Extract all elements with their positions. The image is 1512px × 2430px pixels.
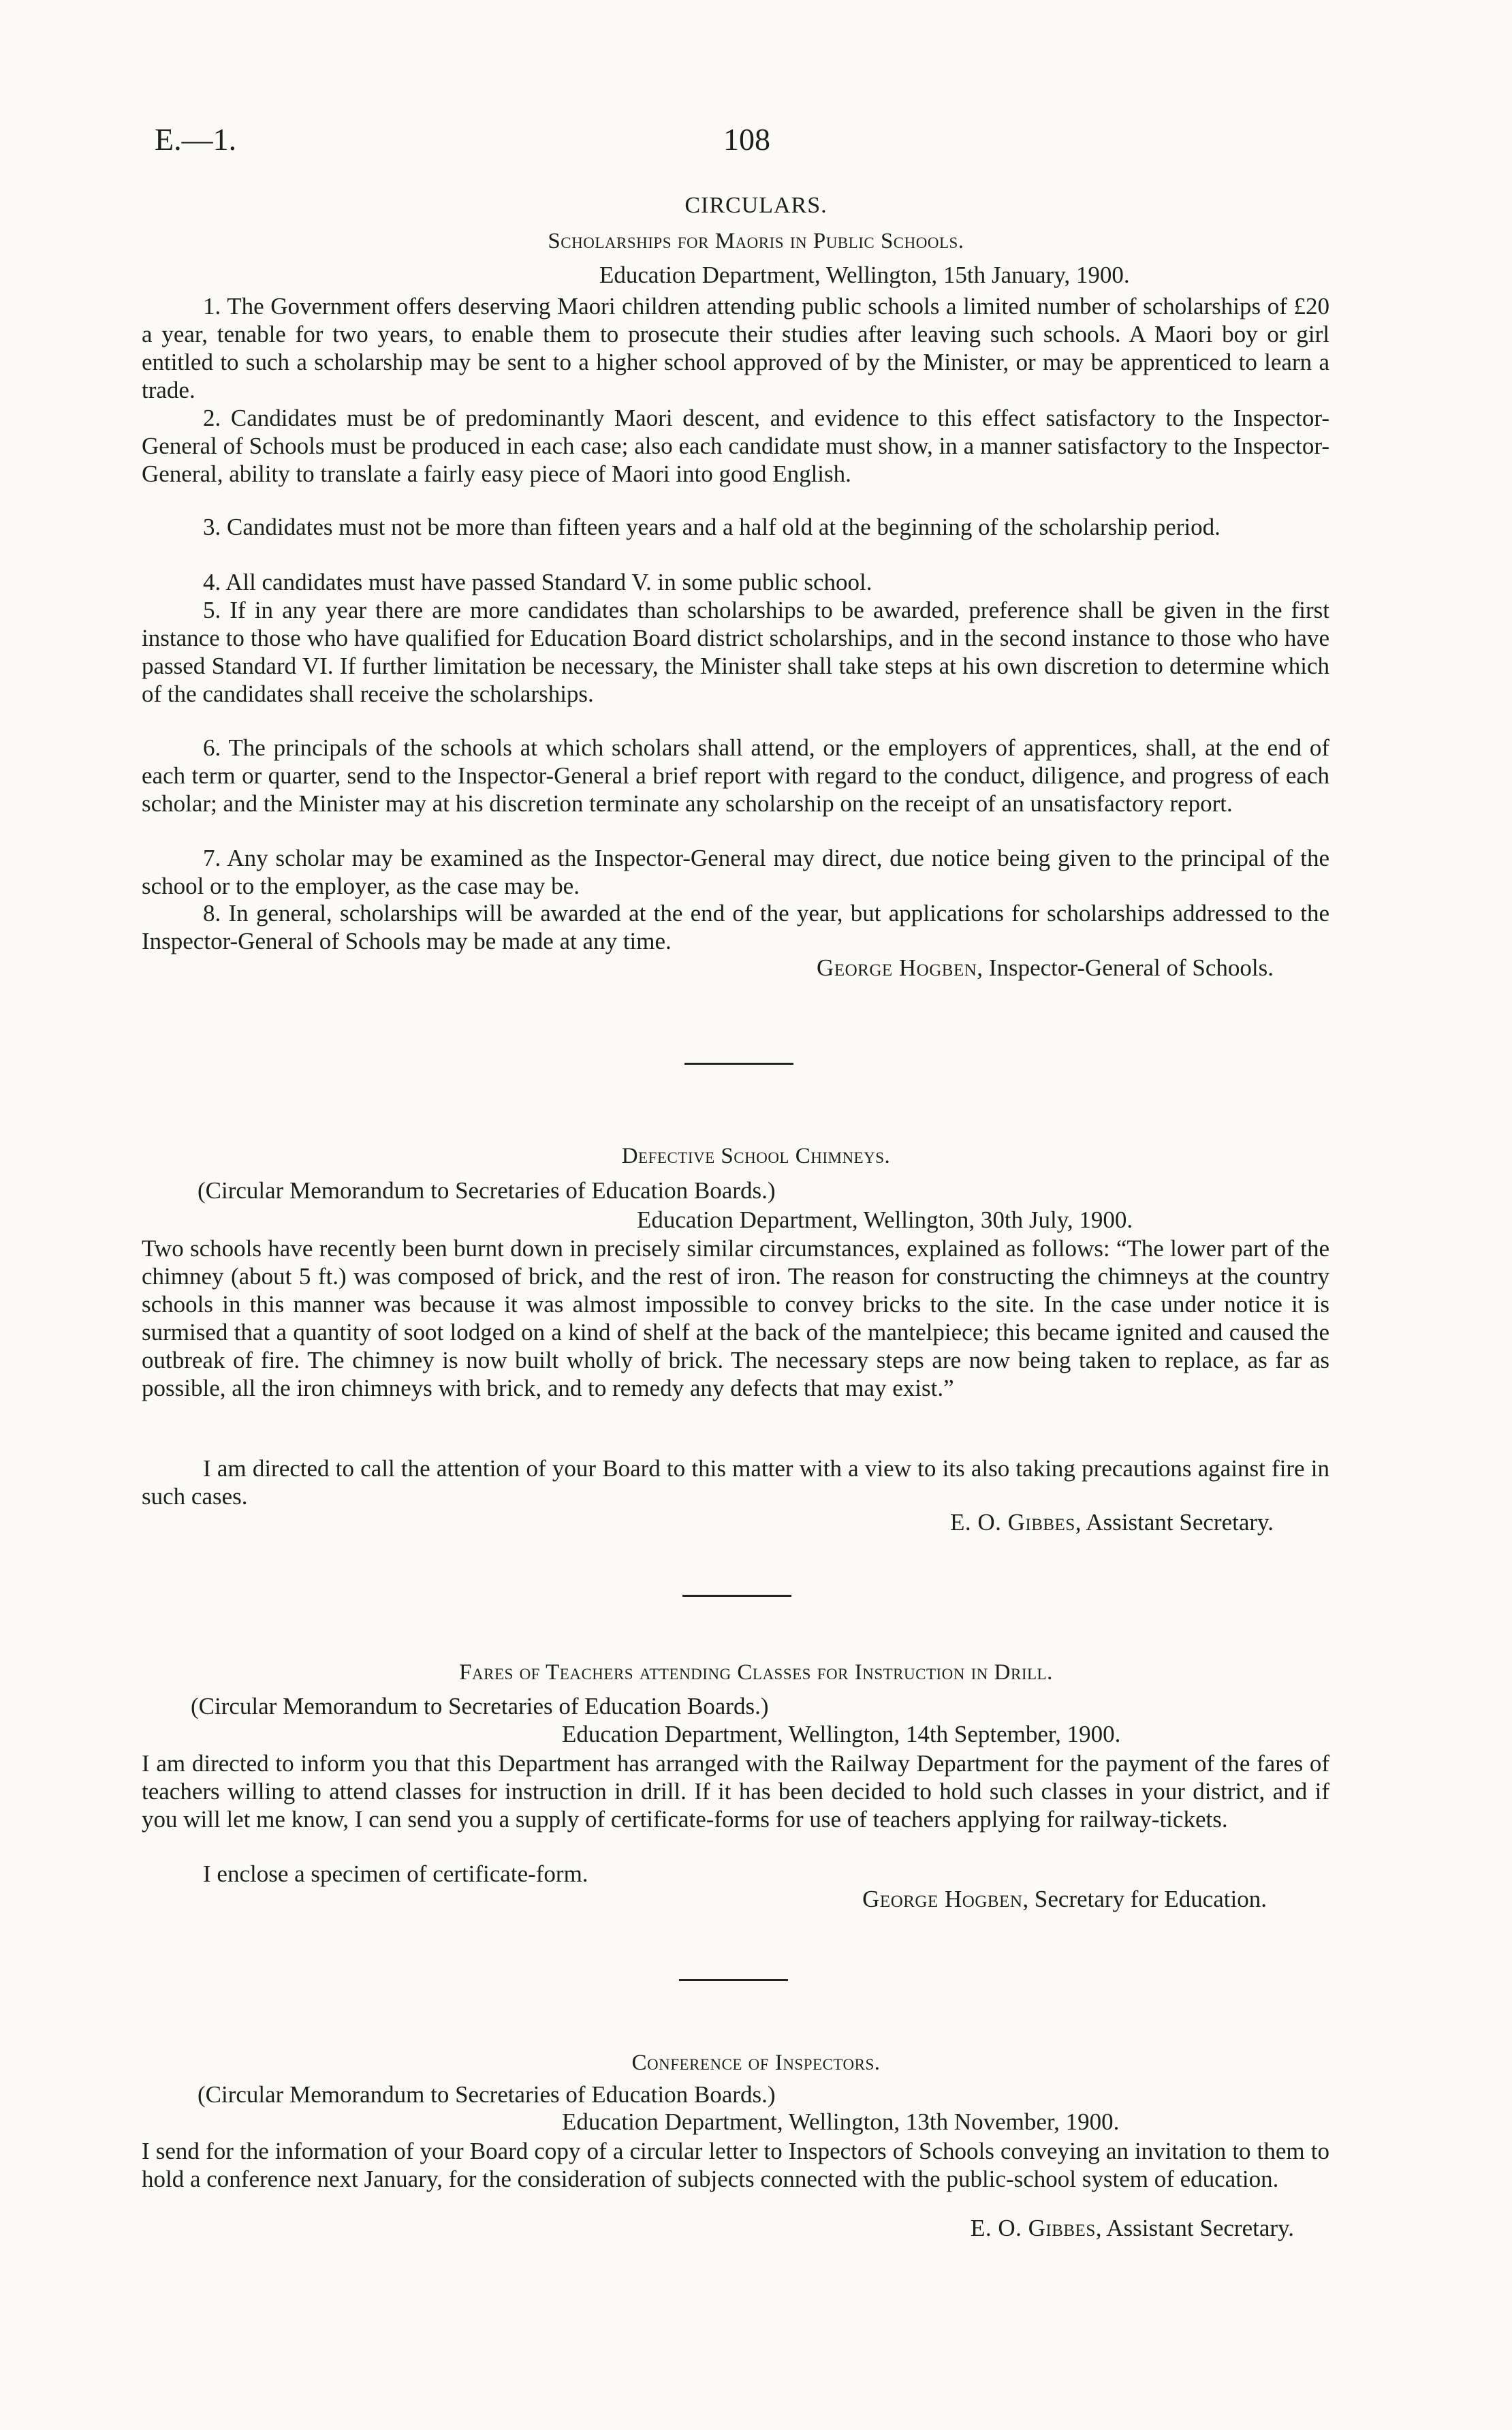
signatory-name: George Hogben [817,954,977,981]
paragraph: I am directed to call the attention of your Board to this matter with a view to its also taking precautions against fire in such cases. [142,1455,1329,1510]
section-divider [684,1063,793,1065]
paragraph: 1. The Government offers deserving Maori children attending public schools a limited number of scholarships of £20 a year, tenable for two years, to enable them to prosecute their studies after leaving such schools. A Maori boy or girl entitled to such a scholarship may be sent to a higher school approved of by the Minister, or may be apprenticed to learn a trade. [142,293,1329,403]
signatory-title: , Inspector-General of Schools. [977,954,1274,981]
signoff-chimneys [950,1509,1274,1536]
paragraph: 4. All candidates must have passed Standard V. in some public school. [203,569,872,595]
signatory-title: , Assistant Secretary. [1075,1509,1274,1536]
signatory-title: , Assistant Secretary. [1095,2215,1294,2241]
signatory-name: E. O. Gibbes [970,2215,1096,2241]
paragraph: 7. Any scholar may be examined as the Inspector-General may direct, due notice being given to the principal of the school or to the employer, as the case may be. [142,845,1329,899]
dateline-fares: Education Department, Wellington, 14th September, 1900. [562,1721,1121,1747]
dateline-scholarships: Education Department, Wellington, 15th January, 1900. [599,262,1130,288]
signatory-name: George Hogben [862,1886,1023,1912]
paragraph: 3. Candidates must not be more than fifteen years and a half old at the beginning of the scholarship period. [203,514,1220,540]
dateline-conference: Education Department, Wellington, 13th November, 1900. [562,2108,1120,2135]
section-title-chimneys: Defective School Chimneys. [621,1144,891,1168]
section-divider [682,1595,791,1597]
paragraph: 2. Candidates must be of predominantly Maori descent, and evidence to this effect satisfactory to the Inspector-General of Schools must be produced in each case; also each candidate must show, in a manner satisfactory to the Inspector-General, ability to translate a fairly easy piece of Maori into good English. [142,405,1329,487]
paragraph: 6. The principals of the schools at which scholars shall attend, or the employers of apprentices, shall, at the end of each term or quarter, send to the Inspector-General a brief report with regard to the conduct, diligence, and progress of each scholar; and the Minister may at his discretion terminate any scholarship on the receipt of an unsatisfactory report. [142,734,1329,817]
circular-subtitle: (Circular Memorandum to Secretaries of Education Boards.) [198,1177,776,1204]
signatory-title: , Secretary for Education. [1022,1886,1267,1912]
paragraph: I enclose a specimen of certificate-form. [203,1860,588,1887]
paragraph: Two schools have recently been burnt down in precisely similar circumstances, explained as follows: “The lower part of the chimney (about 5 ft.) was composed of brick, and the rest of iron. The reason for constructing the chimneys at the country schools in this manner was because it was almost impossible to convey bricks to the site. In the case under notice it is surmised that a quantity of soot lodged on a kind of shelf at the back of the mantelpiece; this became ignited and caused the outbreak of fire. The chimney is now built wholly of brick. The necessary steps are now being taken to replace, as far as possible, all the iron chimneys with brick, and to remedy any defects that may exist.” [142,1235,1329,1401]
circular-subtitle: (Circular Memorandum to Secretaries of Education Boards.) [198,2081,776,2108]
paragraph: I am directed to inform you that this Department has arranged with the Railway Department for the payment of the fares of teachers willing to attend classes for instruction in drill. If it has been decided to hold such classes in your district, and if you will let me know, I can send you a supply of certificate-forms for use of teachers applying for railway-tickets. [142,1750,1329,1833]
page-number: 108 [723,122,770,157]
main-title: CIRCULARS. [684,193,828,218]
signoff-fares [862,1886,1267,1913]
section-divider [679,1979,788,1981]
circular-subtitle: (Circular Memorandum to Secretaries of Education Boards.) [191,1693,769,1719]
page-identifier: E.—1. [155,122,237,157]
paragraph: 8. In general, scholarships will be awarded at the end of the year, but applications for scholarships addressed to the Inspector-General of Schools may be made at any time. [142,900,1329,954]
section-title-scholarships: Scholarships for Maoris in Public Schools. [548,229,964,253]
dateline-chimneys: Education Department, Wellington, 30th July, 1900. [637,1206,1133,1233]
section-title-fares: Fares of Teachers attending Classes for Instruction in Drill. [459,1660,1053,1685]
paragraph: 5. If in any year there are more candidates than scholarships to be awarded, preference shall be given in the first instance to those who have qualified for Education Board district scholarships, and in the second instance to those who have passed Standard VI. If further limitation be necessary, the Minister shall take steps at his own discretion to determine which of the candidates shall receive the scholarships. [142,597,1329,707]
section-title-conference: Conference of Inspectors. [631,2051,881,2075]
paragraph: I send for the information of your Board copy of a circular letter to Inspectors of Schools conveying an invitation to them to hold a conference next January, for the consideration of subjects connected with the public-school system of education. [142,2138,1329,2192]
signatory-name: E. O. Gibbes [949,1509,1075,1536]
signoff-conference [971,2215,1294,2242]
signoff-scholarships [817,954,1274,982]
